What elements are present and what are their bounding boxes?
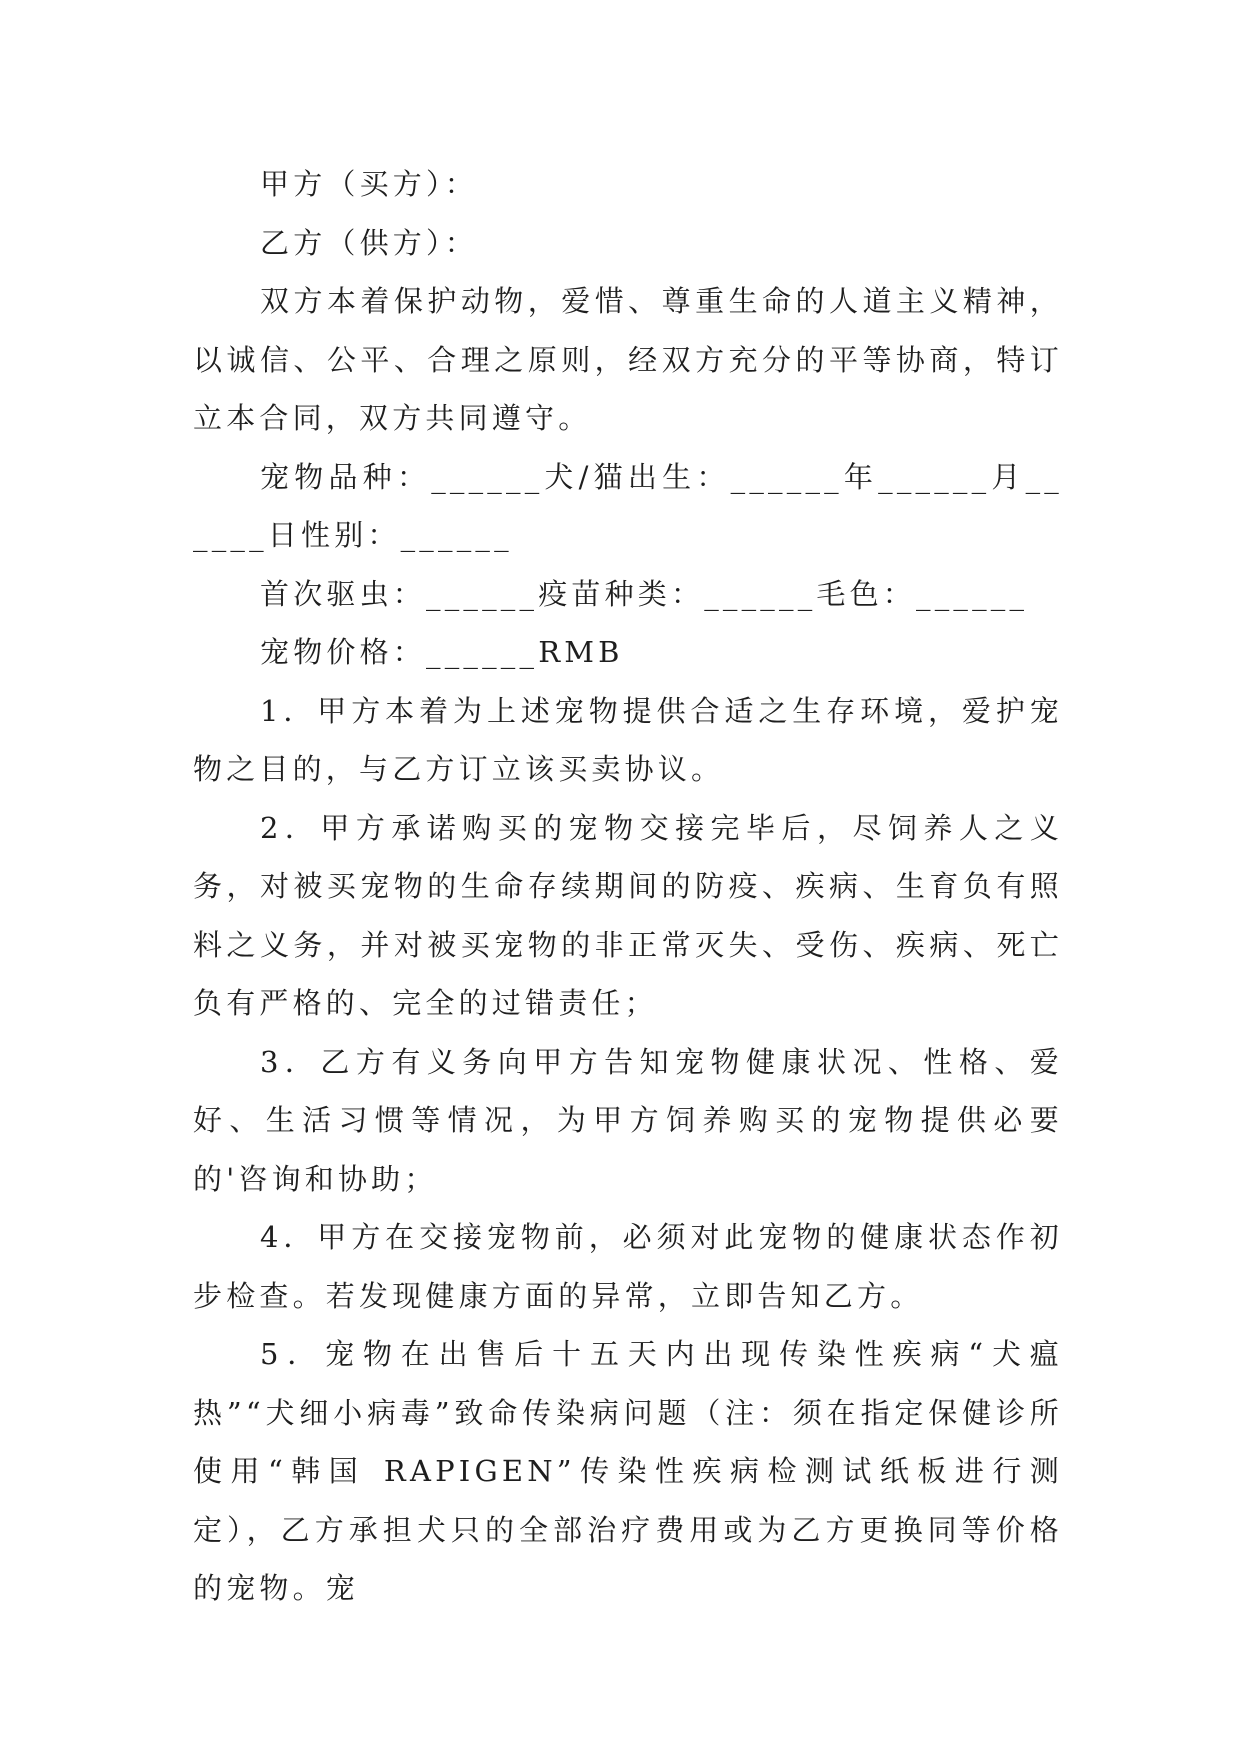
pet-breed-birth-line: 宠物品种：______犬/猫出生：______年______月______日性别：______	[193, 459, 1063, 552]
preamble-paragraph: 双方本着保护动物，爱惜、尊重生命的人道主义精神，以诚信、公平、合理之原则，经双方充分的平等协商，特订立本合同，双方共同遵守。	[193, 284, 1063, 435]
party-a-line: 甲方（买方）：	[260, 167, 478, 201]
pet-price-line: 宠物价格：______RMB	[260, 635, 624, 669]
document-body	[193, 155, 1063, 1618]
party-b-line: 乙方（供方）：	[260, 225, 478, 260]
deworm-vaccine-line: 首次驱虫：______疫苗种类：______毛色：______	[260, 576, 1029, 611]
clause-4: 4．甲方在交接宠物前，必须对此宠物的健康状态作初步检查。若发现健康方面的异常，立即告知乙方。	[193, 1220, 1063, 1313]
clause-2: 2．甲方承诺购买的宠物交接完毕后，尽饲养人之义务，对被买宠物的生命存续期间的防疫、疾病、生育负有照料之义务，并对被买宠物的非正常灭失、受伤、疾病、死亡负有严格的、完全的过错责任；	[193, 810, 1063, 1020]
clause-5: 5．宠物在出售后十五天内出现传染性疾病“犬瘟热”“犬细小病毒”致命传染病问题（注：须在指定保健诊所使用“韩国 RAPIGEN”传染性疾病检测试纸板进行测定），乙方承担犬只的全部治疗费用或为乙方更换同等价格的宠物。宠	[193, 1337, 1063, 1605]
clause-3: 3．乙方有义务向甲方告知宠物健康状况、性格、爱好、生活习惯等情况，为甲方饲养购买的宠物提供必要的'咨询和协助；	[193, 1044, 1063, 1196]
clause-1: 1．甲方本着为上述宠物提供合适之生存环境，爱护宠物之目的，与乙方订立该买卖协议。	[193, 693, 1063, 786]
